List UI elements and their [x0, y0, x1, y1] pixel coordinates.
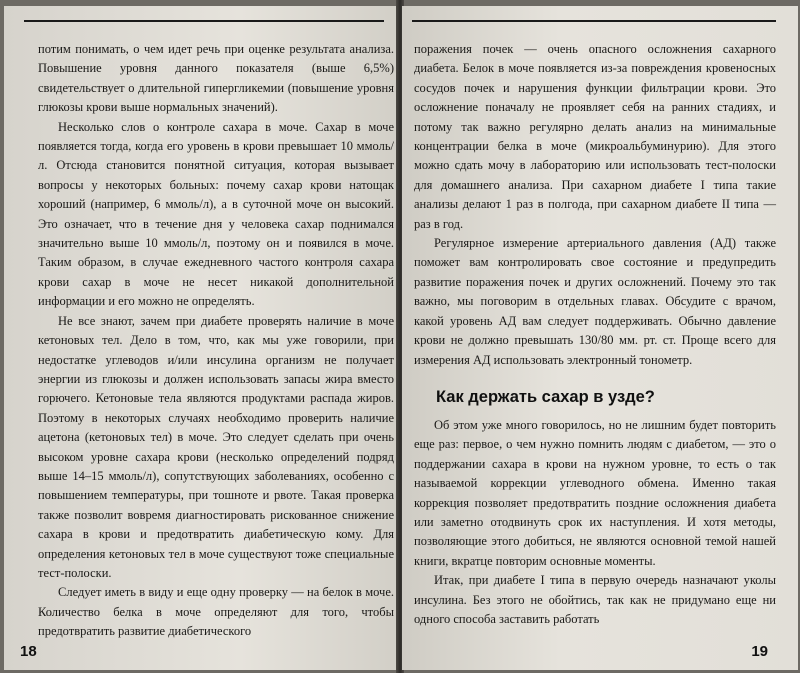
- paragraph: Регулярное измерение артериального давления (АД) также поможет вам контролировать свое состояние и предупредить развитие поражения почек и других осложнений. Почему это так важно, мы поговорим в отдельных главах. Обсудите с врачом, какой уровень АД вам следует поддерживать. Обычно давление крови не должно превышать 130/80 мм. рт. ст. Проще всего для измерения АД использовать электронный тонометр.: [414, 236, 776, 367]
- right-page: [402, 6, 798, 670]
- page-number: 19: [751, 643, 768, 660]
- section-heading: Как держать сахар в узде?: [436, 387, 655, 406]
- paragraph: поражения почек — очень опасного осложнения сахарного диабета. Белок в моче появляется из-за повреждения кровеносных сосудов почек и нарушения функции фильтрации крови. Это осложнение поначалу не проявляет себя на ранних стадиях, и потому так важно регулярно делать анализ на минимальные концентрации белка в моче (микроальбуминурию). Для этого можно сдать мочу в лабораторию или использовать тест-полоски для домашнего анализа. При сахарном диабете I типа такие анализы делают 1 раз в полгода, при сахарном диабете II типа — раз в год.: [414, 42, 776, 231]
- header-rule: [412, 20, 776, 22]
- left-page: [4, 6, 398, 670]
- page-number: 18: [20, 643, 37, 660]
- paragraph: Итак, при диабете I типа в первую очередь назначают уколы инсулина. Без этого не обойтись, так как не придумано еще ни одного способа заставить работать: [414, 573, 776, 626]
- paragraph: потим понимать, о чем идет речь при оценке результата анализа. Повышение уровня данного показателя (выше 6,5%) свидетельствует о длительной гипергликемии (повышение уровня глюкозы крови выше нормальных значений).: [38, 42, 394, 115]
- header-rule: [24, 20, 384, 22]
- paragraph: Следует иметь в виду и еще одну проверку — на белок в моче. Количество белка в моче определяют для того, чтобы предотвратить развитие диабетического: [38, 585, 394, 639]
- left-page-text: [38, 40, 394, 642]
- right-page-text: [414, 40, 776, 629]
- paragraph: Не все знают, зачем при диабете проверять наличие в моче кетоновых тел. Дело в том, что, как мы уже говорили, при недостатке углеводов и/или инсулина организм не получает энергии из глюкозы и должен использовать запасы жира вместо горючего. Кетоновые тела являются продуктами распада жиров. Поэтому в некоторых случаях необходимо проверить наличие ацетона (кетоновых тел) в моче. Это следует сделать при очень высоком уровне сахара крови (несколько определений подряд выше 14–15 ммоль/л), сопутствующих заболеваниях, особенно с повышением температуры, при тошноте и рвоте. Такая проверка также позволит вовремя диагностировать рискованное снижение сахара в крови и предотвратить диабетическую кому. Для определения кетоновых тел в моче существуют тоже специальные тест-полоски.: [38, 313, 394, 580]
- paragraph: Об этом уже много говорилось, но не лишним будет повторить еще раз: первое, о чем нужно помнить людям с диабетом, — это о поддержании сахара в крови на нужном уровне, то есть о так называемой коррекции углеводного обмена. Именно такая коррекция позволяет предотвратить поздние осложнения диабета или заметно отодвинуть срок их наступления. И хотя методы, позволяющие этого добиться, не являются основной темой нашей книги, вкратце повторим основные моменты.: [414, 417, 776, 568]
- paragraph: Несколько слов о контроле сахара в моче. Сахар в моче появляется тогда, когда его уровень в крови превышает 10 ммоль/л. Отсюда становится понятной ситуация, которая вызывает вопросы у некоторых больных: почему сахар крови натощак хороший (например, 6 ммоль/л), а в суточной моче он высокий. Это означает, что в течение дня у человека сахар поднимался значительно выше 10 ммоль/л, поэтому он и появился в моче. Таким образом, в случае ежедневного частого контроля сахара крови сахар в моче не несет никакой дополнительной информации и его можно не определять.: [38, 119, 394, 309]
